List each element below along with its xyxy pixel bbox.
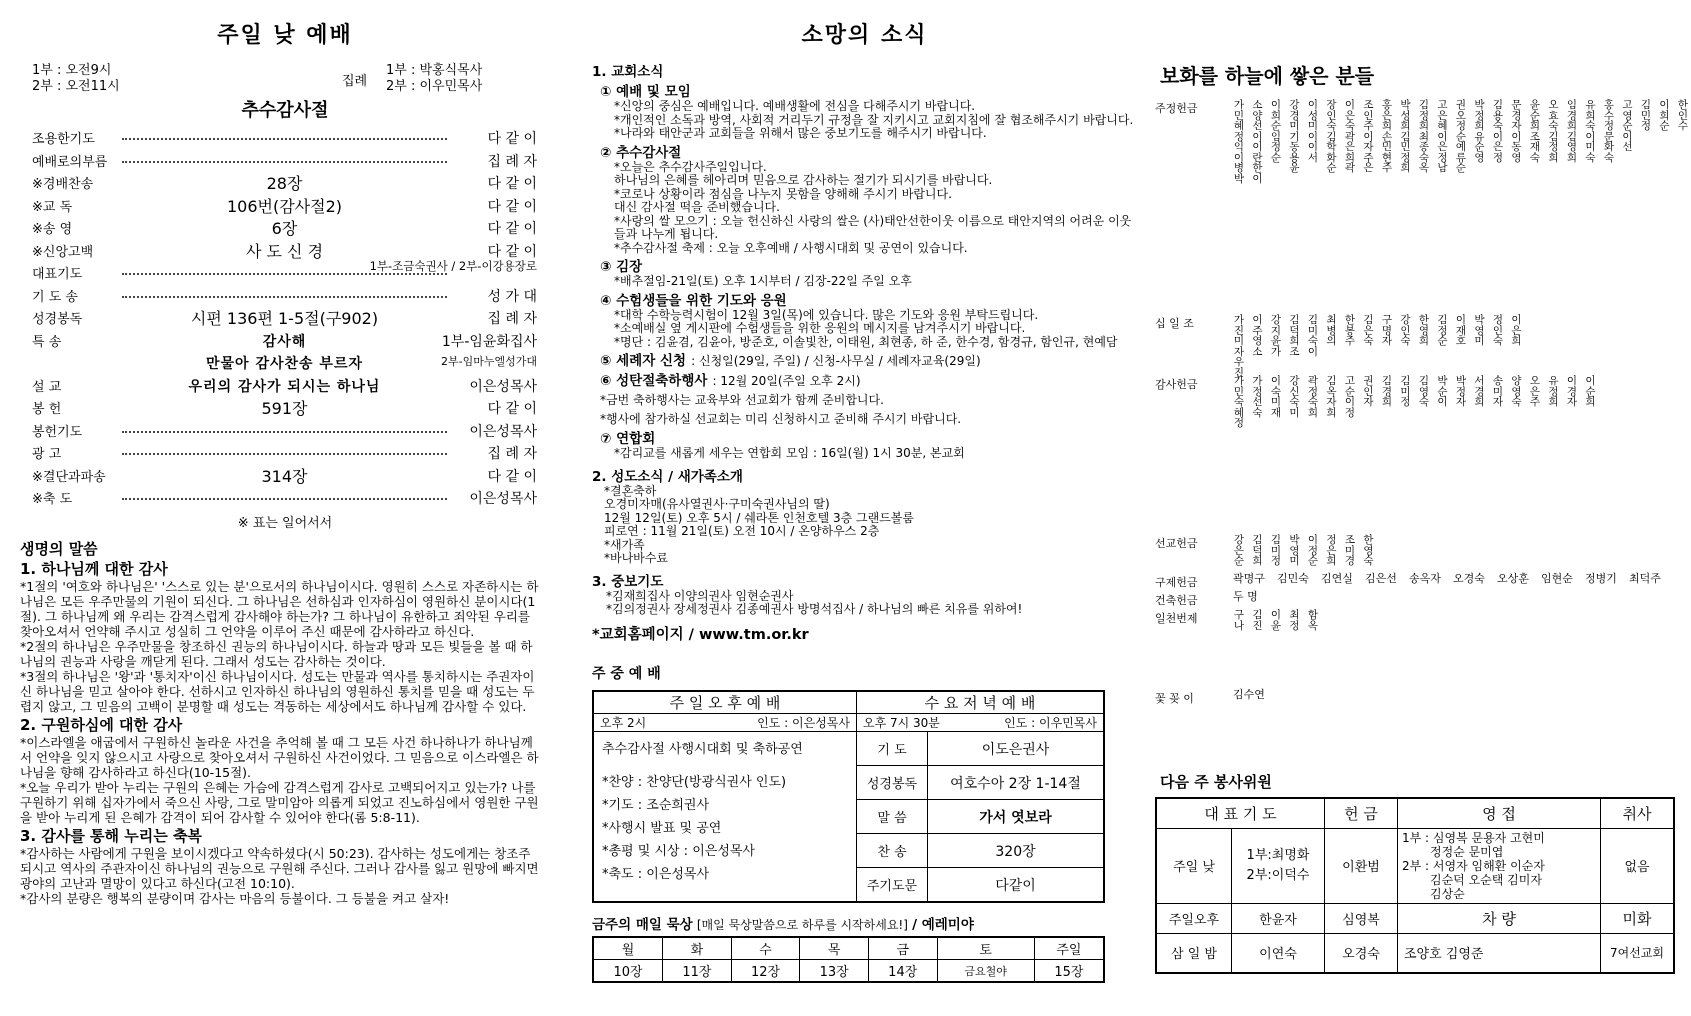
meditation-header [592,913,974,933]
offering-donor-column: 김민정 [1640,99,1652,132]
duty-offering: 이환범 [1325,828,1398,903]
meditation-day: 금 [868,937,937,960]
header-offering: 헌 금 [1325,798,1398,828]
offering-donor-column: 이윤 [1270,609,1282,632]
offering-category: 건축헌금 [1155,594,1198,607]
offering-donor-column: 정병기 [1585,572,1617,585]
sermon-notes [20,558,540,906]
offering-donor-column: 서경희 [1474,375,1485,408]
news-item-title: ⑦ 연합회 [600,431,656,447]
offering-donor-column: 최병의 [1326,314,1337,347]
duty-offering: 오경숙 [1325,933,1398,973]
offering-category: 주정헌금 [1155,102,1198,115]
sermon-section-body: *감사하는 사람에게 구원을 보이시겠다고 약속하셨다(시 50:23). 감사하는 성도에게는 창조주 되시고 역사의 주관자이신 하나님의 권능으로 구원해 주신다. 그러나 감사를 잃고 원망에 빠지면 광야의 고난과 멸망이 있다고 하신다(고전 10:10). *감사의 분량은 행복의 분량이며 감사는 마음의 등불이다. 그 등불을 켜고 살자! [20,846,539,906]
wed-pm-row-value: 이도은권사 [928,732,1105,766]
meditation-note: [매일 묵상말씀으로 하루를 시작하세요!] [696,918,908,932]
wed-pm-row-label: 주기도문 [857,868,928,903]
weekday-worship-table [592,690,1105,903]
order-label: ※교 독 [32,199,73,215]
meditation-chapter: 10장 [593,960,663,983]
order-item: 106번(감사절2) [226,196,343,216]
meditation-title: 금주의 매일 묵상 [592,917,693,933]
next-week-table [1155,797,1675,974]
weekday-worship-title: 주 중 예 배 [592,666,661,682]
offering-donor-column: 오효숙김정희 [1548,99,1559,164]
news-item-body: *배추절임-21일(토) 오후 1시부터 / 김장-22일 주일 오후 [614,274,912,288]
sermon-section-title: 1. 하나님께 대한 감사 [20,560,168,578]
offering-donor-column: 김은숙 [1363,314,1374,347]
offering-donor-column: 한봉주 [1344,314,1356,347]
order-label: ※경배찬송 [32,177,94,192]
meditation-table [592,936,1105,983]
offering-donor-column: 김미숙이 [1307,314,1319,358]
wed-pm-time: 오후 7시 30분 [863,716,940,730]
news-item-title: ② 추수감사절 [600,144,682,161]
offering-donor-column: 한영숙 [1363,534,1374,567]
order-row [32,218,537,238]
offering-donor-column: 임경희김영희 [1566,99,1578,164]
news-item-title: ① 예배 및 모임 [600,84,691,100]
offering-category: 구제헌금 [1155,576,1198,589]
leader-dots [122,498,447,500]
order-row [32,308,537,328]
meditation-chapter: 금요철야 [937,960,1034,983]
order-label: 기 도 송 [32,289,78,305]
order-performer: 다 같 이 [487,401,537,417]
sun-pm-event: 추수감사절 사행시대회 및 축하공연 [602,742,803,757]
news-item-body: : 12월 20일(주일 오후 2시) *금번 축하행사는 교육부와 선교회가 함께 준비합니다. *행사에 참가하실 선교회는 미리 신청하시고 준비해 주시기 바랍니다. [600,374,962,426]
sun-pm-title: 주 일 오 후 예 배 [593,691,857,714]
offerings-title: 보화를 하늘에 쌓은 분들 [1160,64,1375,88]
offering-donor-column: 한영희 [1418,314,1430,347]
offering-donor-column: 강인숙 [1400,314,1411,347]
order-row [32,376,537,396]
offering-donor-column: 김정희최종숙옥 [1418,99,1430,174]
offering-donor-column: 박영미 [1474,314,1485,347]
order-row [32,331,537,351]
meditation-day: 월 [593,937,663,960]
duty-prayer: 이연숙 [1232,933,1325,973]
offering-donor-column: 최정 [1289,609,1300,632]
duty-welcome: 정정순 문미엽 [1430,844,1504,859]
order-performer: 이은성목사 [469,423,537,440]
offering-donor-column: 오상훈 [1497,572,1529,585]
sermon-section-title: 3. 감사를 통해 누리는 축복 [20,827,202,845]
order-row [32,196,537,216]
sun-pm-line: *축도 : 이은성목사 [602,867,710,882]
offering-donor-column: 홍수정문화숙 [1603,99,1615,164]
order-row [32,173,537,193]
meditation-book: / 예레미야 [912,917,974,933]
order-item: 28장 [266,174,303,193]
duty-time: 주일 낮 [1156,828,1232,903]
offering-donor-column: 구나 [1233,609,1245,632]
news-item-title: ⑥ 성탄절축하행사 [600,373,708,389]
wed-pm-leader: 인도 : 이우민목사 [1004,716,1097,730]
vehicle-names: 조양호 김영준 [1398,933,1601,973]
leader-dots [122,138,447,140]
order-performer: 2부-임마누엘성가대 [441,355,537,368]
order-label: 특 송 [32,334,62,350]
offering-donor-column: 소양선이이란한이 [1252,99,1263,185]
leader-dots [122,431,447,433]
offering-donor-column: 유희숙이미숙 [1585,99,1596,164]
offering-donor-column: 이재호 [1455,314,1467,347]
offering-donor-column: 한인수 [1677,99,1689,132]
offering-donor-column: 곽정숙희 [1307,375,1319,419]
offering-donor-column: 김진 [1252,609,1263,632]
offering-donor-column: 장인숙김학화순 [1326,99,1337,174]
order-performer: 다 같 이 [487,243,537,260]
order-item: 314장 [261,466,308,486]
order-label: ※신앙고백 [32,244,94,260]
order-row [32,398,537,418]
duty-time: 주일오후 [1156,903,1232,933]
offering-donor-column: 함옥 [1307,609,1319,632]
offering-donor-column: 두 명 [1233,590,1258,603]
offering-category: 감사헌금 [1155,378,1198,391]
stand-note: ※ 표는 일어서서 [237,516,333,531]
meditation-day: 목 [800,937,869,960]
leader-dots [122,161,447,163]
offering-donor-column: 곽명구 [1233,572,1265,585]
offering-donor-column: 김은선 [1365,572,1397,585]
homepage-link[interactable]: *교회홈페이지 / www.tm.or.kr [592,626,809,643]
duty-welcome: 김상순 [1430,886,1465,901]
duty-prayer: 한윤자 [1232,903,1325,933]
wed-pm-row-label: 찬 송 [857,834,928,868]
wed-pm-title: 수 요 저 녁 예 배 [857,691,1105,714]
meditation-day: 토 [937,937,1034,960]
offering-donor-column: 문경자이동영 [1511,99,1522,164]
wed-pm-row-label: 말 씀 [857,800,928,834]
offering-donor-column: 구명자 [1381,314,1393,347]
order-performer: 이은성목사 [469,378,537,395]
meditation-day: 화 [663,937,732,960]
order-label: 대표기도 [32,267,83,282]
order-item: 우리의 감사가 되시는 하나님 [188,378,381,395]
offering-donor-column: 권인자 [1363,375,1374,408]
offering-donor-column: 강신숙미 [1289,375,1300,419]
offering-donor-column: 김옥자희 [1326,375,1337,419]
duty-prayer: 1부:최명화 [1246,847,1310,863]
offering-donor-column: 박성희김민정희 [1400,99,1411,174]
offering-donor-column: 김영숙 [1418,375,1430,408]
sun-pm-line: *찬양 : 찬양단(방광식권사 인도) [602,775,787,790]
offering-donor-column: 가민혜정익이병박 [1233,99,1245,185]
offering-donor-column: 고순이정 [1344,375,1356,419]
sermon-section-body: *1절의 '여호와 하나님은' '스스로 있는 분'으로서의 하나님이시다. 영원히 스스로 자존하시는 하나님은 모든 우주만물의 기원이 되신다. 그 하나님은 선하심과 인자하심이 영원하신 분이시다(1절). 그 하나님께 왜 우리는 감격스럽게 감사해야 하는가? 그 하나님이 유한하고 죄악된 우리를 찾아오셔서 언약해 주시고 성실히 그 언약을 이루어 주신 때문에 감사하라고 하신다. *2절의 하나님은 우주만물을 창조하신 권능의 하나님이시다. 하늘과 땅과 모든 빛들을 볼 때 하나님의 권능과 사랑을 깨닫게 된다. 그래서 성도는 감사하는 것이다. *3절의 하나님은 '왕'과 '통치자'이신 하나님이시다. 성도는 만물과 역사를 통치하시는 주권자이신 하나님을 믿고 살아야 한다. 선하시고 인자하신 하나님의 영원하신 통치를 믿을 때 성도는 두렵지 않고, 그 믿음의 고백이 분명할 때 성도는 격동하는 세상에서도 하나님께 감사할 수 있다. [20,579,539,714]
next-week-title: 다음 주 봉사위원 [1160,773,1272,791]
news-list [592,60,1140,644]
offering-donor-column: 고은혜이은정남 [1437,99,1448,174]
offering-category: 꽃 꽂 이 [1155,692,1194,705]
offering-donor-column: 고영순이선 [1622,99,1633,153]
duty-welcome: 2부 : 서영자 임해환 이순자 [1402,858,1545,873]
order-row [32,443,537,463]
offering-donor-column: 박정희유순영 [1474,99,1485,164]
offering-donor-column: 홍은희손민현주 [1381,99,1393,174]
order-label: 봉헌기도 [32,424,83,440]
wed-pm-row-value: 320장 [928,834,1105,868]
order-item: 만물아 감사찬송 부르자 [206,356,363,372]
order-row [32,421,537,441]
news-item-title: ④ 수험생들을 위한 기도와 응원 [600,292,787,309]
offering-donor-column: 이주영소 [1252,314,1263,358]
offering-donor-column: 조인주이자주은 [1363,99,1374,174]
offering-donor-column: 양영숙 [1511,375,1522,408]
sun-pm-leader: 인도 : 이은성목사 [757,716,850,730]
offering-donor-column: 김미정 [1270,534,1282,567]
duty-welcome: 1부 : 심영복 문용자 고현미 [1402,830,1545,845]
offering-donor-column: 이희순임정순 [1270,99,1282,164]
page-title-sunday-worship: 주일 낮 예배 [217,23,353,48]
prayer-heading: 3. 중보기도 [592,573,664,590]
offering-donor-column: 오은주 [1529,375,1541,408]
news-item-body: *신앙의 중심은 예배입니다. 예배생활에 전심을 다해주시기 바랍니다. *개인적인 소독과 방역, 사회적 거리두기 규정을 잘 지키시고 교회지침에 잘 협조해주시기 바랍니다. *나라와 태안군과 교회들을 위해서 많은 중보기도를 해주시기 바랍니다. [614,99,1134,140]
meditation-chapter: 15장 [1034,960,1104,983]
offering-donor-column: 박정자 [1455,375,1467,408]
page-title-news: 소망의 소식 [801,23,928,48]
offerings-list [1155,99,1689,760]
order-row [32,353,537,373]
prayer-body: *김재희집사 이양의권사 임현순권사 *김의정권사 장세정권사 김종예권사 방명석집사 / 하나님의 빠른 치유를 위하여! [606,588,1023,616]
offering-donor-column: 송옥자 [1409,572,1441,585]
duty-cook: 7여선교회 [1601,933,1675,973]
offering-donor-column: 박영미 [1289,534,1300,567]
leader-dots [122,273,447,275]
offering-donor-column: 김경희 [1381,375,1393,408]
meditation-chapter: 13장 [800,960,869,983]
order-performer: 집 례 자 [487,446,537,462]
order-label: 설 교 [32,379,62,395]
offering-donor-column: 가진미자우진 [1233,314,1245,379]
service-leaders: 1부 : 박홍식목사 2부 : 이우민목사 [386,63,483,94]
duty-cook: 미화 [1601,903,1675,933]
members-body: *결혼축하 오경미자매(유사열권사·구미숙권사님의 딸) 12월 12일(토) 오후 5시 / 쉐라톤 인천호텔 3층 그랜드볼룸 피로연 : 11월 21일(토) 오전 10시 / 온양하우스 2층 *새가족 *바나바수료 [604,483,914,565]
order-label: 예배로의부름 [32,154,108,170]
order-row [32,128,537,148]
offering-donor-column: 이희순 [1659,99,1670,132]
offering-donor-column: 박순이 [1437,375,1448,408]
header-prayer: 대 표 기 도 [1156,798,1325,828]
offering-donor-column: 이숙미재 [1270,375,1282,419]
offering-donor-column: 이경자 [1566,375,1578,408]
sermon-section-title: 2. 구원하심에 대한 감사 [20,716,183,734]
sun-pm-line: *사행시 발표 및 공연 [602,821,722,836]
news-item-title: ⑤ 세례자 신청 [600,353,687,369]
order-label: ※결단과파송 [32,469,106,485]
order-row [32,241,537,261]
order-performer: 다 같 이 [487,468,537,485]
duty-welcome: 김순덕 오순택 김미자 [1430,872,1542,887]
order-row [32,286,537,306]
offering-donor-column: 이정순 [1307,534,1319,567]
order-performer: 이은성목사 [469,491,537,507]
order-performer: 다 같 이 [487,176,537,192]
order-label: 봉 헌 [32,402,62,417]
order-performer: 1부-조금숙권사 / 2부-이강용장로 [369,259,537,273]
sermon-section-body: *이스라엘을 애굽에서 구원하신 놀라운 사건을 추억해 볼 때 그 모든 사건 하나하나가 하나님께서 언약을 잊지 않으시고 사랑으로 찾아오셔서 구원하신 사건이었다. 그 믿음으로 이스라엘은 하나님을 향해 감사하라고 하신다(10-15절). *오늘 우리가 받아 누리는 구원의 은혜는 가슴에 감격스럽게 감사로 고백되어지고 있는가? 나를 구원하기 위해 십자가에서 죽으신 사랑, 그로 말미암아 의롭게 되었고 진노하심에서 영원한 구원을 받아 누리게 된 은혜가 감격이 되어 감사할 수 있어야 한다(롬 5:8-11). [20,735,539,825]
wed-pm-row-value: 가서 엿보라 [928,800,1105,834]
offering-category: 십 일 조 [1155,317,1194,330]
service-times: 1부 : 오전9시 2부 : 오전11시 [32,63,120,94]
vehicle-label: 차 량 [1398,903,1601,933]
order-performer: 집 례 자 [487,153,537,170]
offering-donor-column: 이순희 [1585,375,1596,408]
meditation-chapter: 11장 [663,960,732,983]
wed-pm-row-label: 기 도 [857,732,928,766]
duty-offering: 심영복 [1325,903,1398,933]
leader-dots [122,453,447,455]
order-row [32,466,537,486]
offering-donor-column: 정인숙 [1492,314,1504,347]
offering-donor-column: 임현순 [1541,572,1573,585]
offering-donor-column: 송미자 [1492,375,1504,408]
wed-pm-row-value: 다같이 [928,868,1105,903]
offering-donor-column: 강경미기동용윤 [1289,99,1300,174]
wed-pm-row-label: 성경봉독 [857,766,928,800]
members-heading: 2. 성도소식 / 새가족소개 [592,468,743,485]
duty-cook: 없음 [1601,828,1675,903]
order-performer: 1부-임윤화집사 [441,333,537,350]
offering-donor-column: 김수연 [1233,688,1265,701]
order-row [32,488,537,508]
order-label: 조용한기도 [32,132,95,147]
leader-label: 집례 [342,74,368,89]
meditation-day: 수 [731,937,800,960]
order-performer: 다 같 이 [487,198,537,215]
word-title: 생명의 말씀 [20,540,98,558]
header-welcome: 영 접 [1398,798,1601,828]
offering-donor-column: 권오정순예류순 [1455,99,1467,174]
offering-donor-column: 김덕희 [1252,534,1263,567]
news-item-title: ③ 김장 [600,259,643,275]
header-cook: 취사 [1601,798,1675,828]
order-performer: 다 같 이 [487,221,537,237]
sun-pm-time: 오후 2시 [600,716,647,730]
order-title: 추수감사절 [241,100,329,121]
news-item-body: *오늘은 추수감사주일입니다. 하나님의 은혜를 헤아리며 믿음으로 감사하는 절기가 되시기를 바랍니다. *코로나 상황이라 점심을 나누지 못함을 양해해 주시기 바랍니다. 대신 감사절 떡을 준비했습니다. *사랑의 쌀 모으기 : 오늘 헌신하신 사랑의 쌀은 (사)태안선한이웃 이름으로 태안지역의 어려운 이웃들과 나누게 됩니다. *추수감사절 축제 : 오늘 오후예배 / 사행시대회 및 공연이 있습니다. [614,159,1132,255]
order-label: 광 고 [32,447,62,462]
duty-prayer: 2부:이덕수 [1246,867,1310,883]
order-label: 성경봉독 [32,312,83,327]
duty-time: 삼 일 밤 [1156,933,1232,973]
sun-pm-line: *총평 및 시상 : 이은성목사 [602,844,755,859]
offering-donor-column: 윤순희조재숙 [1529,99,1541,164]
order-item: 6장 [271,219,298,238]
order-row [32,259,537,283]
offering-donor-column: 김정순 [1437,314,1448,347]
order-label: ※축 도 [32,492,73,507]
offering-donor-column: 이은희 [1511,314,1522,347]
offering-donor-column: 김미정 [1400,375,1411,408]
offering-donor-column: 가민숙혜정 [1233,375,1245,429]
offering-donor-column: 강지윤가 [1270,314,1282,358]
news-item-body: : 신청일(29일, 주일) / 신청-사무실 / 세례자교육(29일) [691,354,981,368]
wed-pm-row-value: 여호수아 2장 1-14절 [928,766,1105,800]
offering-donor-column: 김덕희조 [1289,314,1300,358]
order-label: ※송 영 [32,222,73,237]
meditation-chapter: 14장 [868,960,937,983]
offering-donor-column: 최덕주 [1629,572,1661,585]
offering-category: 선교헌금 [1155,537,1198,550]
offering-donor-column: 이성미이이서 [1307,99,1319,164]
order-item: 591장 [261,399,308,418]
offering-donor-column: 조미경 [1344,534,1356,567]
offering-donor-column: 유정희 [1548,375,1559,408]
news-item-body: *감리교를 새롭게 세우는 연합회 모임 : 16일(월) 1시 30분, 본교회 [614,446,965,460]
offering-donor-column: 오경숙 [1453,572,1485,585]
order-item: 시편 136편 1-5절(구902) [190,309,379,328]
offering-donor-column: 가정선숙 [1252,375,1263,419]
leader-dots [122,296,447,298]
order-item: 사 도 신 경 [245,241,324,261]
offering-donor-column: 강은순 [1233,534,1245,567]
offering-donor-column: 김연실 [1321,572,1353,585]
meditation-day: 주일 [1034,937,1104,960]
order-performer: 성 가 대 [487,288,537,305]
offering-donor-column: 정은희 [1326,534,1337,567]
offering-category: 일천번제 [1155,612,1198,625]
offering-donor-column: 김민숙 [1277,572,1309,585]
news-item-body: *대학 수학능력시험이 12월 3일(목)에 있습니다. 많은 기도와 응원 부탁드립니다. *소예배실 옆 게시판에 수험생들을 위한 응원의 메시지를 남겨주시기 바랍니다. *명단 : 김윤겸, 김윤아, 방준호, 이솔빛찬, 이태원, 최현종, 하 준, 한수경, 함경규, 함인규, 현예담 [614,307,1118,349]
offering-donor-column: 김용숙이은정 [1492,99,1504,164]
sun-pm-line: *기도 : 조순희권사 [602,798,710,813]
news-heading: 1. 교회소식 [592,64,664,80]
order-performer: 집 례 자 [487,311,537,327]
order-row [32,151,537,171]
order-performer: 다 같 이 [487,131,537,147]
order-item: 감사해 [262,333,307,350]
meditation-chapter: 12장 [731,960,800,983]
offering-donor-column: 이은숙곽은희곽 [1344,99,1356,174]
